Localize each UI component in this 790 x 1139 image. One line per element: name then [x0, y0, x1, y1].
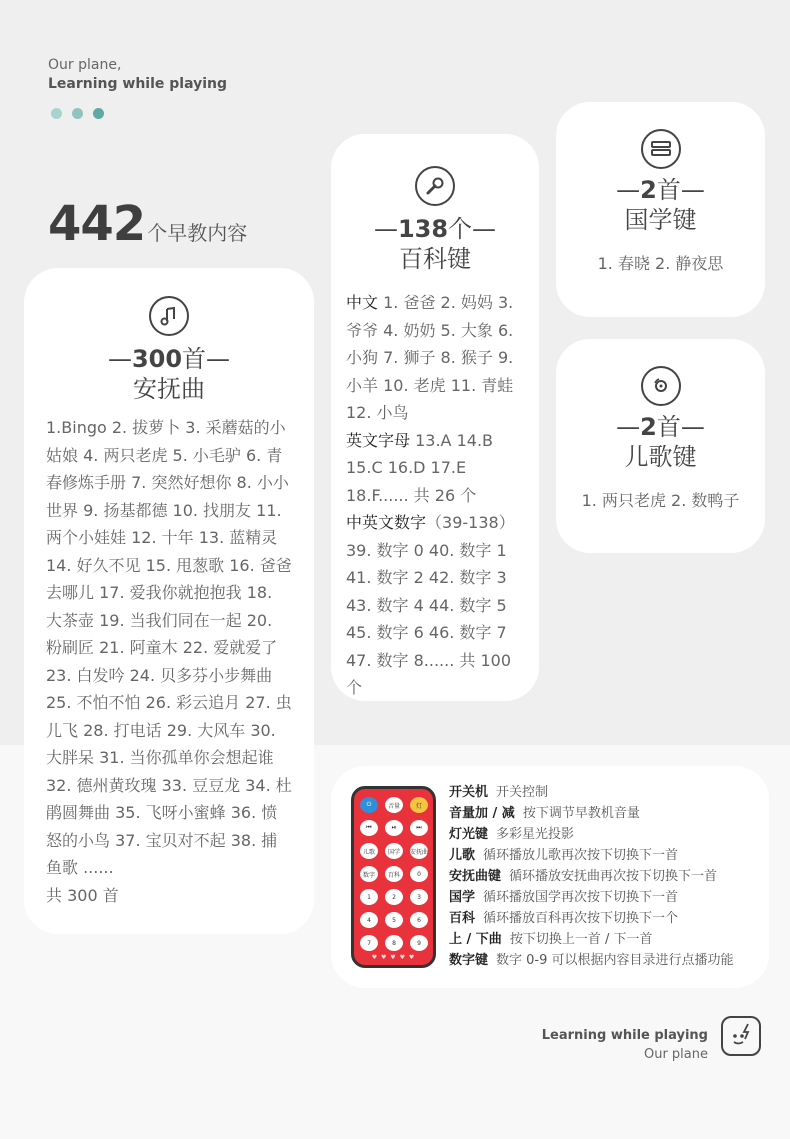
lullaby-items: 1.Bingo 2. 拔萝卜 3. 采蘑菇的小姑娘 4. 两只老虎 5. 小毛驴 6. 青春修炼手册 7. 突然好想你 8. 小小世界 9. 扬基都德 10. 找朋友 11. 两个小娃娃 12. 十年 13. 蓝精灵 14. 好久不见 15. 甩葱歌 16. 爸爸去哪儿 17. 爱我你就抱抱我 18. 大茶壶 19. 当我们同在一起 20. 粉刷匠 21. 阿童木 22. 爱就爱了 23. 白发吟 24. 贝多芬小步舞曲 25. 不怕不怕 26. 彩云追月 27. 虫儿飞 28. 打电话 29. 大风车 30. 大胖呆 31. 当你孤单你会想起谁 32. 德州黄玫瑰 33. 豆豆龙 34. 杜鹃圆舞曲 35. 飞呀小蜜蜂 36. 愤怒的小鸟 37. 宝贝对不起 38. 捕鱼歌 ...... — [46, 418, 292, 877]
children-song-list: 1. 两只老虎 2. 数鸭子 — [581, 491, 740, 510]
remote-button: 1 — [360, 889, 378, 905]
guoxue-count: 2 — [640, 176, 657, 204]
function-desc: 数字 0-9 可以根据内容目录进行点播功能 — [496, 953, 734, 968]
remote-button: ⏭ — [410, 820, 428, 836]
number-range: （39-138） — [426, 513, 515, 532]
children-song-count: 2 — [640, 413, 657, 441]
total-content-count — [48, 196, 247, 252]
total-unit: 个早教内容 — [147, 221, 248, 245]
remote-function-row — [449, 782, 765, 803]
guoxue-label: 国学键 — [624, 206, 697, 234]
count-dash: — — [616, 413, 641, 441]
lullaby-card — [24, 268, 314, 934]
dot — [93, 108, 104, 119]
footer-line2: Our plane — [643, 1047, 708, 1062]
remote-function-row — [449, 866, 765, 887]
english-section-title: 英文字母 — [346, 430, 411, 450]
lullaby-heading — [24, 344, 314, 404]
remote-button: 8 — [385, 935, 403, 951]
function-key: 儿歌 — [449, 848, 476, 863]
footer-line1: Learning while playing — [541, 1028, 708, 1043]
remote-function-row — [449, 929, 765, 950]
chinese-items: 1. 爸爸 2. 妈妈 3. 爷爷 4. 奶奶 5. 大象 6. 小狗 7. 狮子 8. 猴子 9. 小羊 10. 老虎 11. 青蛙 12. 小鸟 — [346, 293, 514, 422]
count-unit: 首— — [656, 413, 705, 441]
lullaby-count: 300 — [131, 345, 183, 373]
remote-button: ⏻ — [360, 797, 378, 813]
count-unit: 首— — [182, 345, 231, 373]
remote-button: 数字 — [360, 866, 378, 882]
header-tagline — [48, 56, 227, 94]
function-key: 音量加 / 减 — [449, 806, 515, 821]
remote-button: 国学 — [385, 843, 403, 859]
remote-button: 9 — [410, 935, 428, 951]
function-key: 百科 — [449, 911, 476, 926]
lullaby-total: 共 300 首 — [46, 885, 119, 905]
book-stack-icon — [641, 129, 681, 169]
total-number: 442 — [48, 196, 146, 252]
lullaby-list — [24, 414, 314, 909]
remote-function-row — [449, 887, 765, 908]
encyclopedia-heading — [331, 214, 539, 274]
function-key: 国学 — [449, 890, 476, 905]
remote-function-row — [449, 950, 765, 971]
remote-function-row — [449, 845, 765, 866]
function-key: 灯光键 — [449, 827, 489, 842]
count-unit: 个— — [448, 215, 497, 243]
remote-button: 安抚曲 — [410, 843, 428, 859]
function-desc: 循环播放儿歌再次按下切换下一首 — [483, 848, 679, 863]
function-desc: 多彩星光投影 — [496, 827, 575, 842]
function-key: 数字键 — [449, 953, 489, 968]
remote-function-list — [449, 782, 765, 971]
english-items: 13.A 14.B 15.C 16.D 17.E 18.F...... 共 26 个 — [346, 430, 493, 505]
remote-function-row — [449, 824, 765, 845]
remote-button: 3 — [410, 889, 428, 905]
remote-button: 百科 — [385, 866, 403, 882]
encyclopedia-label: 百科键 — [399, 245, 471, 273]
remote-button: 音量 — [385, 797, 403, 813]
encyclopedia-list — [331, 289, 539, 702]
children-song-heading — [556, 412, 765, 472]
function-desc: 循环播放百科再次按下切换下一个 — [483, 911, 679, 926]
remote-button: 2 — [385, 889, 403, 905]
function-key: 安抚曲键 — [449, 869, 502, 884]
remote-button: 灯 — [410, 797, 428, 813]
function-key: 开关机 — [449, 785, 489, 800]
function-key: 上 / 下曲 — [449, 932, 502, 947]
microphone-icon — [415, 166, 455, 206]
footer-tagline — [542, 1026, 708, 1064]
remote-button: 7 — [360, 935, 378, 951]
remote-button: ⏯ — [385, 820, 403, 836]
dot — [51, 108, 62, 119]
dot — [72, 108, 83, 119]
function-desc: 按下切换上一首 / 下一首 — [509, 932, 653, 947]
count-dash: — — [616, 176, 641, 204]
count-dash: — — [107, 345, 132, 373]
remote-control-illustration — [351, 786, 436, 968]
function-desc: 循环播放国学再次按下切换下一首 — [483, 890, 679, 905]
remote-button: 4 — [360, 912, 378, 928]
music-note-icon — [149, 296, 189, 336]
brain-lightning-icon — [721, 1016, 761, 1056]
remote-button-grid — [360, 797, 428, 951]
number-section-title: 中英文数字 — [346, 513, 427, 532]
remote-button: 6 — [410, 912, 428, 928]
encyclopedia-count: 138 — [397, 215, 449, 243]
remote-function-row — [449, 803, 765, 824]
remote-button: ⏮ — [360, 820, 378, 836]
guoxue-heading — [556, 175, 765, 235]
lullaby-label: 安抚曲 — [133, 375, 205, 403]
function-desc: 开关控制 — [496, 785, 549, 800]
tagline-line2: Learning while playing — [48, 76, 228, 92]
chinese-section-title: 中文 — [346, 293, 379, 312]
remote-button: 5 — [385, 912, 403, 928]
guoxue-list: 1. 春晓 2. 静夜思 — [597, 254, 724, 273]
number-items: 39. 数字 0 40. 数字 1 41. 数字 2 42. 数字 3 43. 数字 4 44. 数字 5 45. 数字 6 46. 数字 7 47. 数字 8...... 共 100 个 — [346, 540, 512, 697]
remote-function-row — [449, 908, 765, 929]
remote-button: 儿歌 — [360, 843, 378, 859]
function-desc: 循环播放安抚曲再次按下切换下一首 — [509, 869, 718, 884]
children-song-label: 儿歌键 — [624, 443, 697, 471]
tagline-line1: Our plane, — [48, 57, 122, 73]
guoxue-card — [556, 102, 765, 317]
count-unit: 首— — [656, 176, 705, 204]
count-dash: — — [373, 215, 398, 243]
disc-icon — [641, 366, 681, 406]
decorative-dots — [51, 108, 104, 119]
children-song-card — [556, 339, 765, 553]
function-desc: 按下调节早教机音量 — [522, 806, 640, 821]
remote-button: 0 — [410, 866, 428, 882]
encyclopedia-card — [331, 134, 539, 701]
heart-pattern: ♥ ♥ ♥ ♥ ♥ — [371, 954, 416, 961]
remote-control-card — [331, 766, 769, 988]
